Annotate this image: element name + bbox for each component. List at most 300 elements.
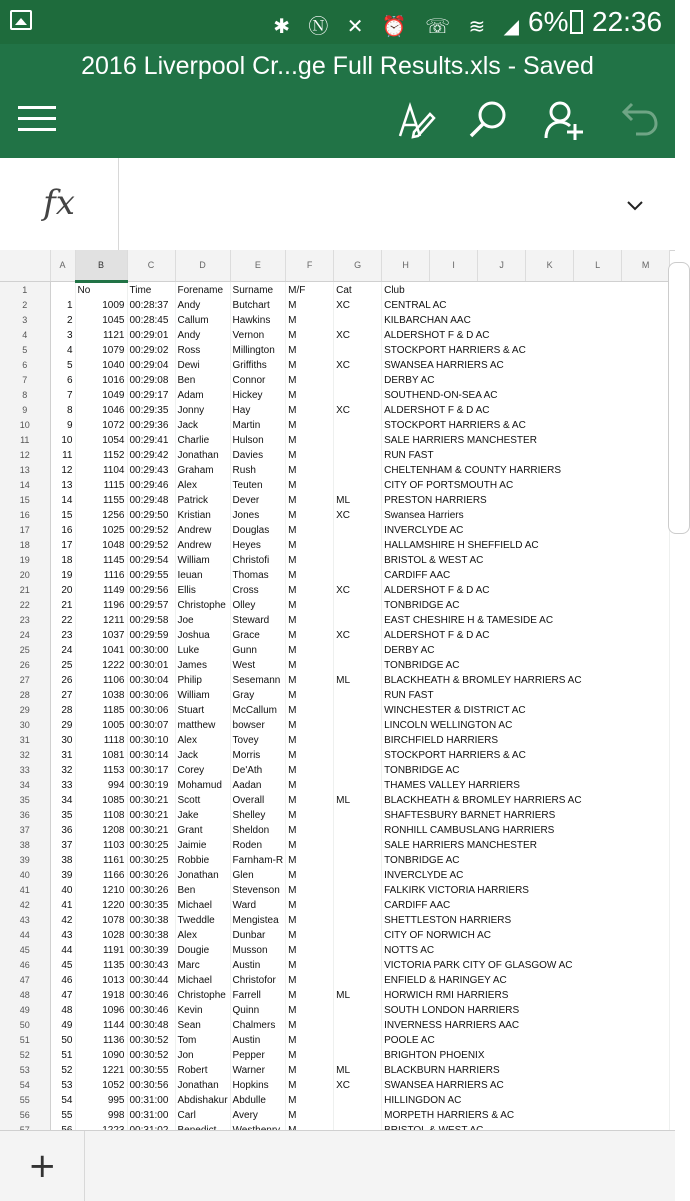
cell[interactable]: Surname <box>230 282 286 299</box>
cell[interactable]: Stevenson <box>230 883 286 898</box>
cell[interactable]: NOTTS AC <box>382 943 670 958</box>
cell[interactable]: 1028 <box>75 928 127 943</box>
cell[interactable] <box>334 913 382 928</box>
row-header[interactable]: 29 <box>0 703 50 718</box>
cell[interactable] <box>334 1048 382 1063</box>
cell[interactable]: 32 <box>50 763 75 778</box>
cell[interactable]: CITY OF PORTSMOUTH AC <box>382 478 670 493</box>
cell[interactable]: 48 <box>50 1003 75 1018</box>
cell[interactable]: POOLE AC <box>382 1033 670 1048</box>
cell[interactable]: HORWICH RMI HARRIERS <box>382 988 670 1003</box>
cell[interactable] <box>334 973 382 988</box>
cell[interactable]: matthew <box>175 718 230 733</box>
cell[interactable]: 1918 <box>75 988 127 1003</box>
cell[interactable]: 00:31:00 <box>127 1108 175 1123</box>
cell[interactable]: Michael <box>175 973 230 988</box>
cell[interactable]: 00:30:46 <box>127 1003 175 1018</box>
column-header-m[interactable]: M <box>622 250 670 282</box>
cell[interactable]: Swansea Harriers <box>382 508 670 523</box>
cell[interactable]: M <box>286 748 334 763</box>
cell[interactable]: M <box>286 1093 334 1108</box>
menu-icon[interactable] <box>18 106 56 132</box>
cell[interactable]: 00:30:46 <box>127 988 175 1003</box>
cell[interactable]: 37 <box>50 838 75 853</box>
cell[interactable]: 42 <box>50 913 75 928</box>
cell[interactable]: 00:29:52 <box>127 538 175 553</box>
cell[interactable]: 38 <box>50 853 75 868</box>
cell[interactable]: 1166 <box>75 868 127 883</box>
row-header[interactable]: 22 <box>0 598 50 613</box>
row-header[interactable]: 23 <box>0 613 50 628</box>
cell[interactable]: Kevin <box>175 1003 230 1018</box>
column-header-g[interactable]: G <box>334 250 382 282</box>
cell[interactable]: M <box>286 403 334 418</box>
cell[interactable]: 00:30:55 <box>127 1063 175 1078</box>
cell[interactable]: 00:29:58 <box>127 613 175 628</box>
cell[interactable]: Scott <box>175 793 230 808</box>
cell[interactable]: Shelley <box>230 808 286 823</box>
cell[interactable]: 1106 <box>75 673 127 688</box>
cell[interactable]: 50 <box>50 1033 75 1048</box>
cell[interactable]: INVERCLYDE AC <box>382 868 670 883</box>
row-header[interactable]: 50 <box>0 1018 50 1033</box>
column-header-l[interactable]: L <box>574 250 622 282</box>
cell[interactable]: 00:31:00 <box>127 1093 175 1108</box>
cell[interactable] <box>334 448 382 463</box>
cell[interactable] <box>334 568 382 583</box>
cell[interactable]: Gray <box>230 688 286 703</box>
cell[interactable]: 00:29:43 <box>127 463 175 478</box>
cell[interactable]: Mohamud <box>175 778 230 793</box>
cell[interactable]: Grant <box>175 823 230 838</box>
cell[interactable]: Dewi <box>175 358 230 373</box>
cell[interactable]: 00:30:06 <box>127 703 175 718</box>
cell[interactable]: 41 <box>50 898 75 913</box>
cell[interactable]: M <box>286 1078 334 1093</box>
cell[interactable]: 36 <box>50 823 75 838</box>
cell[interactable]: ML <box>334 988 382 1003</box>
cell[interactable]: 00:30:21 <box>127 823 175 838</box>
cell[interactable]: M <box>286 883 334 898</box>
cell[interactable]: 1049 <box>75 388 127 403</box>
cell[interactable] <box>334 343 382 358</box>
cell[interactable]: M <box>286 568 334 583</box>
spreadsheet-grid[interactable] <box>0 250 675 1130</box>
cell[interactable]: 1108 <box>75 808 127 823</box>
cell[interactable]: Hopkins <box>230 1078 286 1093</box>
cell[interactable]: West <box>230 658 286 673</box>
cell[interactable] <box>334 868 382 883</box>
cell[interactable]: Alex <box>175 928 230 943</box>
cell[interactable]: 1103 <box>75 838 127 853</box>
cell[interactable]: M <box>286 673 334 688</box>
cell[interactable]: 00:28:37 <box>127 298 175 313</box>
cell[interactable]: 1220 <box>75 898 127 913</box>
cell[interactable]: Jonathan <box>175 448 230 463</box>
row-header[interactable]: 39 <box>0 853 50 868</box>
cell[interactable]: M <box>286 973 334 988</box>
row-header[interactable]: 1 <box>0 282 50 299</box>
cell[interactable]: Griffiths <box>230 358 286 373</box>
column-header-h[interactable]: H <box>382 250 430 282</box>
cell[interactable]: 28 <box>50 703 75 718</box>
cell[interactable]: ENFIELD & HARINGEY AC <box>382 973 670 988</box>
cell[interactable]: Jon <box>175 1048 230 1063</box>
fx-label[interactable]: fx <box>0 158 119 250</box>
cell[interactable]: XC <box>334 628 382 643</box>
cell[interactable]: Jack <box>175 748 230 763</box>
cell[interactable]: 7 <box>50 388 75 403</box>
cell[interactable]: Abdishakur <box>175 1093 230 1108</box>
column-header-k[interactable]: K <box>526 250 574 282</box>
cell[interactable]: 22 <box>50 613 75 628</box>
cell[interactable]: 00:30:01 <box>127 658 175 673</box>
cell[interactable]: INVERCLYDE AC <box>382 523 670 538</box>
cell[interactable]: Connor <box>230 373 286 388</box>
cell[interactable]: 00:29:17 <box>127 388 175 403</box>
cell[interactable]: 00:30:14 <box>127 748 175 763</box>
cell[interactable]: M <box>286 538 334 553</box>
cell[interactable]: LINCOLN WELLINGTON AC <box>382 718 670 733</box>
cell[interactable]: 18 <box>50 553 75 568</box>
cell[interactable] <box>334 478 382 493</box>
cell[interactable]: 1005 <box>75 718 127 733</box>
cell[interactable]: M <box>286 1033 334 1048</box>
cell[interactable]: 00:30:48 <box>127 1018 175 1033</box>
row-header[interactable]: 48 <box>0 988 50 1003</box>
cell[interactable]: 1191 <box>75 943 127 958</box>
cell[interactable]: XC <box>334 508 382 523</box>
row-header[interactable]: 43 <box>0 913 50 928</box>
cell[interactable]: SWANSEA HARRIERS AC <box>382 1078 670 1093</box>
cell[interactable]: Dunbar <box>230 928 286 943</box>
column-header-a[interactable]: A <box>50 250 75 282</box>
cell[interactable]: M <box>286 493 334 508</box>
cell[interactable]: Farrell <box>230 988 286 1003</box>
cell[interactable] <box>334 883 382 898</box>
cell[interactable]: M <box>286 643 334 658</box>
cell[interactable]: ALDERSHOT F & D AC <box>382 628 670 643</box>
cell[interactable]: 1 <box>50 298 75 313</box>
cell[interactable] <box>334 703 382 718</box>
cell[interactable]: FALKIRK VICTORIA HARRIERS <box>382 883 670 898</box>
cell[interactable]: M <box>286 328 334 343</box>
cell[interactable]: 00:30:25 <box>127 853 175 868</box>
cell[interactable]: M <box>286 958 334 973</box>
cell[interactable]: 45 <box>50 958 75 973</box>
cell[interactable]: Corey <box>175 763 230 778</box>
cell[interactable]: M <box>286 868 334 883</box>
cell[interactable] <box>334 928 382 943</box>
cell[interactable]: 1155 <box>75 493 127 508</box>
cell[interactable]: 1079 <box>75 343 127 358</box>
cell[interactable]: BRIGHTON PHOENIX <box>382 1048 670 1063</box>
cell[interactable]: 00:30:10 <box>127 733 175 748</box>
cell[interactable]: Davies <box>230 448 286 463</box>
cell[interactable]: 44 <box>50 943 75 958</box>
row-header[interactable]: 10 <box>0 418 50 433</box>
cell[interactable]: Farnham-R <box>230 853 286 868</box>
cell[interactable]: Club <box>382 282 670 299</box>
cell[interactable]: 27 <box>50 688 75 703</box>
cell[interactable]: 00:29:48 <box>127 493 175 508</box>
cell[interactable]: 24 <box>50 643 75 658</box>
cell[interactable]: M <box>286 358 334 373</box>
cell[interactable]: 1090 <box>75 1048 127 1063</box>
cell[interactable]: 30 <box>50 733 75 748</box>
row-header[interactable]: 4 <box>0 328 50 343</box>
cell[interactable]: Andrew <box>175 538 230 553</box>
cell[interactable]: Cross <box>230 583 286 598</box>
cell[interactable]: 00:30:43 <box>127 958 175 973</box>
cell[interactable]: TONBRIDGE AC <box>382 853 670 868</box>
cell[interactable]: 00:30:52 <box>127 1048 175 1063</box>
cell[interactable] <box>334 1093 382 1108</box>
cell[interactable]: Thomas <box>230 568 286 583</box>
cell[interactable]: STOCKPORT HARRIERS & AC <box>382 343 670 358</box>
cell[interactable]: Jack <box>175 418 230 433</box>
cell[interactable]: 1185 <box>75 703 127 718</box>
cell[interactable]: 51 <box>50 1048 75 1063</box>
row-header[interactable]: 35 <box>0 793 50 808</box>
row-header[interactable]: 17 <box>0 523 50 538</box>
cell[interactable]: 1144 <box>75 1018 127 1033</box>
cell[interactable]: 00:29:46 <box>127 478 175 493</box>
cell[interactable]: Chalmers <box>230 1018 286 1033</box>
cell[interactable]: 13 <box>50 478 75 493</box>
cell[interactable]: RUN FAST <box>382 448 670 463</box>
cell[interactable]: XC <box>334 358 382 373</box>
cell[interactable]: KILBARCHAN AAC <box>382 313 670 328</box>
cell[interactable]: 1081 <box>75 748 127 763</box>
cell[interactable]: Quinn <box>230 1003 286 1018</box>
cell[interactable]: 15 <box>50 508 75 523</box>
cell[interactable] <box>334 1108 382 1123</box>
cell[interactable]: No <box>75 282 127 299</box>
cell[interactable]: Sean <box>175 1018 230 1033</box>
cell[interactable]: 1041 <box>75 643 127 658</box>
cell[interactable] <box>334 718 382 733</box>
cell[interactable]: 55 <box>50 1108 75 1123</box>
cell[interactable]: 2 <box>50 313 75 328</box>
cell[interactable] <box>334 943 382 958</box>
row-header[interactable]: 49 <box>0 1003 50 1018</box>
cell[interactable]: M <box>286 913 334 928</box>
cell[interactable]: M <box>286 628 334 643</box>
cell[interactable]: 994 <box>75 778 127 793</box>
column-header-d[interactable]: D <box>175 250 230 282</box>
cell[interactable]: Robert <box>175 1063 230 1078</box>
row-header[interactable]: 20 <box>0 568 50 583</box>
cell[interactable]: Christofi <box>230 553 286 568</box>
cell[interactable]: Glen <box>230 868 286 883</box>
row-header[interactable]: 8 <box>0 388 50 403</box>
row-header[interactable]: 33 <box>0 763 50 778</box>
cell[interactable]: M <box>286 613 334 628</box>
cell[interactable]: M <box>286 808 334 823</box>
cell[interactable]: Graham <box>175 463 230 478</box>
cell[interactable]: Gunn <box>230 643 286 658</box>
cell[interactable]: 00:29:52 <box>127 523 175 538</box>
cell[interactable]: Luke <box>175 643 230 658</box>
cell[interactable]: 1013 <box>75 973 127 988</box>
cell[interactable]: SHETTLESTON HARRIERS <box>382 913 670 928</box>
cell[interactable]: 26 <box>50 673 75 688</box>
cell[interactable]: ML <box>334 493 382 508</box>
cell[interactable]: Hulson <box>230 433 286 448</box>
row-header[interactable]: 12 <box>0 448 50 463</box>
cell[interactable]: De'Ath <box>230 763 286 778</box>
cell[interactable]: William <box>175 688 230 703</box>
cell[interactable]: 1256 <box>75 508 127 523</box>
row-header[interactable]: 37 <box>0 823 50 838</box>
cell[interactable]: Hawkins <box>230 313 286 328</box>
row-header[interactable]: 46 <box>0 958 50 973</box>
cell[interactable]: M <box>286 553 334 568</box>
cell[interactable] <box>50 282 75 299</box>
column-header-c[interactable]: C <box>127 250 175 282</box>
cell[interactable]: 34 <box>50 793 75 808</box>
cell[interactable]: Avery <box>230 1108 286 1123</box>
cell[interactable]: Hickey <box>230 388 286 403</box>
cell[interactable]: RUN FAST <box>382 688 670 703</box>
row-header[interactable]: 28 <box>0 688 50 703</box>
row-header[interactable]: 16 <box>0 508 50 523</box>
cell[interactable]: TONBRIDGE AC <box>382 763 670 778</box>
cell[interactable]: 1016 <box>75 373 127 388</box>
cell[interactable]: 00:29:35 <box>127 403 175 418</box>
cell[interactable]: 1009 <box>75 298 127 313</box>
cell[interactable]: William <box>175 553 230 568</box>
row-header[interactable]: 36 <box>0 808 50 823</box>
cell[interactable]: 00:30:21 <box>127 808 175 823</box>
cell[interactable]: 9 <box>50 418 75 433</box>
cell[interactable]: Overall <box>230 793 286 808</box>
cell[interactable]: 00:30:39 <box>127 943 175 958</box>
row-header[interactable]: 27 <box>0 673 50 688</box>
cell[interactable]: Martin <box>230 418 286 433</box>
cell[interactable]: TONBRIDGE AC <box>382 598 670 613</box>
cell[interactable]: 1222 <box>75 658 127 673</box>
cell[interactable]: 00:29:02 <box>127 343 175 358</box>
cell[interactable] <box>334 838 382 853</box>
cell[interactable]: M <box>286 718 334 733</box>
cell[interactable]: 1210 <box>75 883 127 898</box>
row-header[interactable]: 13 <box>0 463 50 478</box>
cell[interactable]: M <box>286 523 334 538</box>
row-header[interactable]: 32 <box>0 748 50 763</box>
cell[interactable]: HILLINGDON AC <box>382 1093 670 1108</box>
cell[interactable]: M/F <box>286 282 334 299</box>
cell[interactable]: Austin <box>230 958 286 973</box>
cell[interactable]: 53 <box>50 1078 75 1093</box>
cell[interactable]: 1161 <box>75 853 127 868</box>
cell[interactable]: 00:30:38 <box>127 928 175 943</box>
cell[interactable]: M <box>286 703 334 718</box>
cell[interactable]: XC <box>334 1078 382 1093</box>
cell[interactable]: DERBY AC <box>382 373 670 388</box>
cell[interactable] <box>334 1033 382 1048</box>
cell[interactable]: 1153 <box>75 763 127 778</box>
row-header[interactable]: 34 <box>0 778 50 793</box>
cell[interactable]: SHAFTESBURY BARNET HARRIERS <box>382 808 670 823</box>
cell[interactable]: Vernon <box>230 328 286 343</box>
cell[interactable]: M <box>286 418 334 433</box>
cell[interactable]: Heyes <box>230 538 286 553</box>
cell[interactable]: ML <box>334 1063 382 1078</box>
cell[interactable] <box>334 598 382 613</box>
cell[interactable]: 23 <box>50 628 75 643</box>
cell[interactable]: Ellis <box>175 583 230 598</box>
row-header[interactable]: 21 <box>0 583 50 598</box>
cell[interactable]: BLACKBURN HARRIERS <box>382 1063 670 1078</box>
cell[interactable]: 52 <box>50 1063 75 1078</box>
cell[interactable]: Rush <box>230 463 286 478</box>
cell[interactable]: 00:30:00 <box>127 643 175 658</box>
cell[interactable]: Millington <box>230 343 286 358</box>
cell[interactable]: M <box>286 658 334 673</box>
cell[interactable]: Douglas <box>230 523 286 538</box>
cell[interactable]: CENTRAL AC <box>382 298 670 313</box>
cell[interactable]: 00:29:08 <box>127 373 175 388</box>
cell[interactable]: 25 <box>50 658 75 673</box>
cell[interactable]: Andy <box>175 298 230 313</box>
cell[interactable]: BRISTOL & WEST AC <box>382 553 670 568</box>
cell[interactable]: McCallum <box>230 703 286 718</box>
cell[interactable]: Ben <box>175 373 230 388</box>
cell[interactable]: 21 <box>50 598 75 613</box>
column-header-i[interactable]: I <box>430 250 478 282</box>
cell[interactable]: M <box>286 508 334 523</box>
cell[interactable]: Olley <box>230 598 286 613</box>
cell[interactable] <box>334 958 382 973</box>
cell[interactable]: Jonny <box>175 403 230 418</box>
row-header[interactable]: 56 <box>0 1108 50 1123</box>
row-header[interactable]: 11 <box>0 433 50 448</box>
row-header[interactable]: 9 <box>0 403 50 418</box>
cell[interactable]: Christophe <box>175 598 230 613</box>
cell[interactable]: 19 <box>50 568 75 583</box>
cell[interactable]: Andrew <box>175 523 230 538</box>
cell[interactable]: 1208 <box>75 823 127 838</box>
cell[interactable]: Aadan <box>230 778 286 793</box>
cell[interactable]: M <box>286 823 334 838</box>
cell[interactable]: M <box>286 838 334 853</box>
cell[interactable]: PRESTON HARRIERS <box>382 493 670 508</box>
cell[interactable]: TONBRIDGE AC <box>382 658 670 673</box>
cell[interactable]: BIRCHFIELD HARRIERS <box>382 733 670 748</box>
row-header[interactable]: 40 <box>0 868 50 883</box>
row-header[interactable]: 51 <box>0 1033 50 1048</box>
cell[interactable]: 54 <box>50 1093 75 1108</box>
cell[interactable] <box>334 823 382 838</box>
cell[interactable]: 00:30:25 <box>127 838 175 853</box>
cell[interactable]: Sesemann <box>230 673 286 688</box>
cell[interactable]: M <box>286 988 334 1003</box>
cell[interactable]: M <box>286 313 334 328</box>
cell[interactable]: 00:28:45 <box>127 313 175 328</box>
cell[interactable]: M <box>286 388 334 403</box>
cell[interactable]: 00:30:52 <box>127 1033 175 1048</box>
row-header[interactable]: 45 <box>0 943 50 958</box>
cell[interactable]: DERBY AC <box>382 643 670 658</box>
cell[interactable]: 1211 <box>75 613 127 628</box>
cell[interactable]: 1149 <box>75 583 127 598</box>
cell[interactable]: M <box>286 943 334 958</box>
cell[interactable]: Ross <box>175 343 230 358</box>
column-header-b[interactable]: B <box>75 250 127 282</box>
cell[interactable]: 995 <box>75 1093 127 1108</box>
